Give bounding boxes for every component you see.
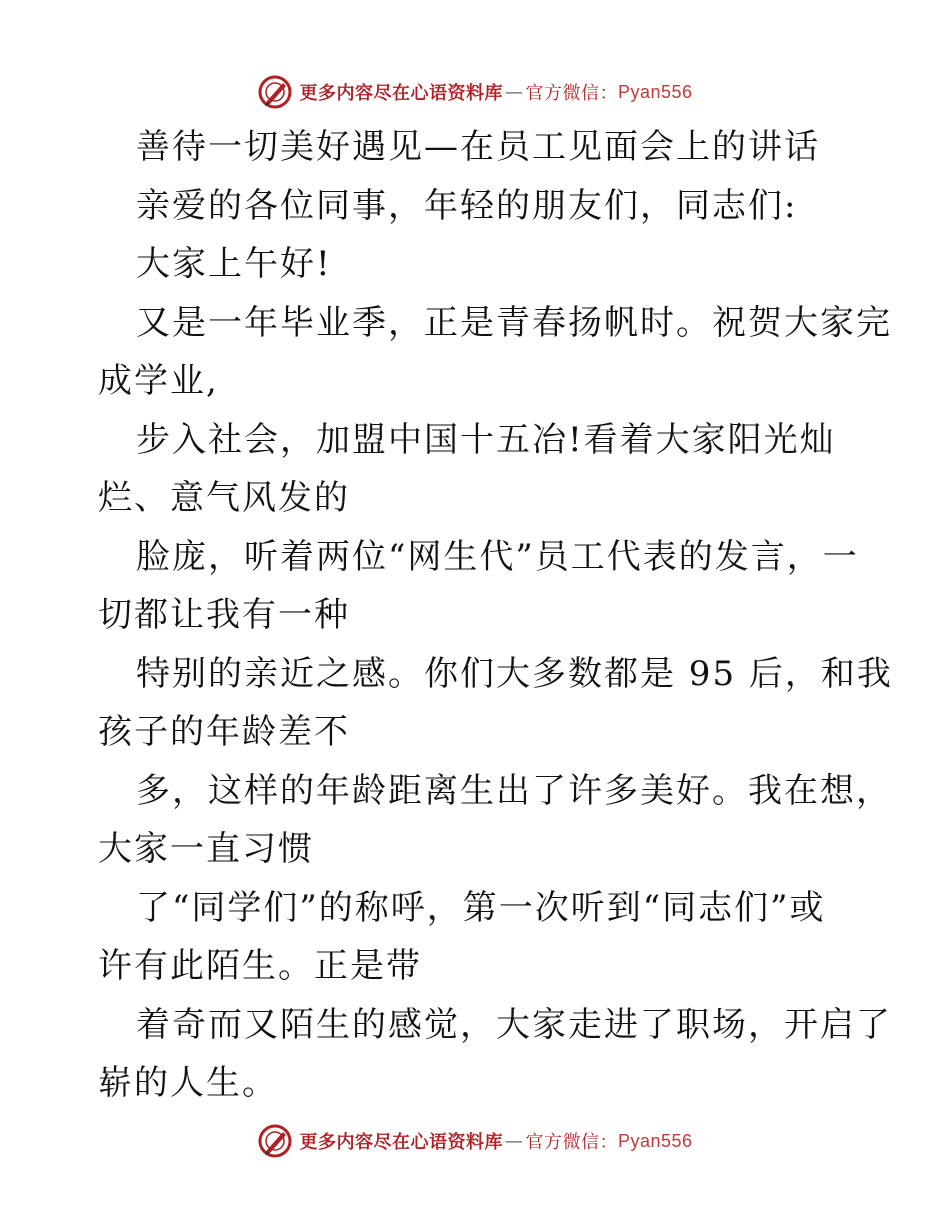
- banner-text: [299, 1128, 692, 1154]
- paragraph-line: 崭的人生。: [98, 1063, 278, 1103]
- paragraph-line: 切都让我有一种: [98, 595, 350, 635]
- paragraph-line: 烂、意气风发的: [98, 478, 350, 518]
- document-title: 善待一切美好遇见—在员工见面会上的讲话: [136, 127, 820, 167]
- paragraph-line: 大家上午好!: [136, 244, 332, 284]
- site-name: 更多内容尽在心语资料库: [299, 1132, 503, 1153]
- paragraph-line: 特别的亲近之感。你们大多数都是 95 后，和我: [136, 653, 893, 694]
- banner-text: [299, 79, 692, 105]
- document-body: [98, 118, 893, 1113]
- paragraph-line: 了“同学们”的称呼，第一次听到“同志们”或: [136, 887, 826, 928]
- pen-logo-icon: [257, 74, 293, 110]
- banner-dash: —: [504, 81, 524, 103]
- wechat-handle: Pyan556: [617, 1130, 693, 1151]
- header-banner: [0, 72, 950, 112]
- wechat-label: 官方微信：: [525, 83, 618, 104]
- paragraph-line: 又是一年毕业季，正是青春扬帆时。祝贺大家完: [136, 302, 892, 343]
- paragraph-line: 孩子的年龄差不: [98, 712, 350, 752]
- paragraph-line: 成学业,: [98, 361, 219, 401]
- pen-logo-icon: [257, 1123, 293, 1159]
- wechat-handle: Pyan556: [617, 81, 693, 102]
- banner-dash: —: [504, 1130, 524, 1152]
- paragraph-line: 着奇而又陌生的感觉，大家走进了职场，开启了: [136, 1004, 892, 1045]
- paragraph-line: 多，这样的年龄距离生出了许多美好。我在想，: [136, 770, 892, 811]
- wechat-label: 官方微信：: [525, 1132, 618, 1153]
- footer-banner: [0, 1121, 950, 1161]
- paragraph-line: 步入社会，加盟中国十五冶!看着大家阳光灿: [136, 419, 836, 460]
- paragraph-line: 许有此陌生。正是带: [98, 946, 422, 986]
- paragraph-line: 亲爱的各位同事，年轻的朋友们，同志们:: [136, 185, 798, 226]
- paragraph-line: 大家一直习惯: [98, 829, 314, 869]
- paragraph-line: 脸庞，听着两位“网生代”员工代表的发言，一: [136, 536, 859, 577]
- site-name: 更多内容尽在心语资料库: [299, 83, 503, 104]
